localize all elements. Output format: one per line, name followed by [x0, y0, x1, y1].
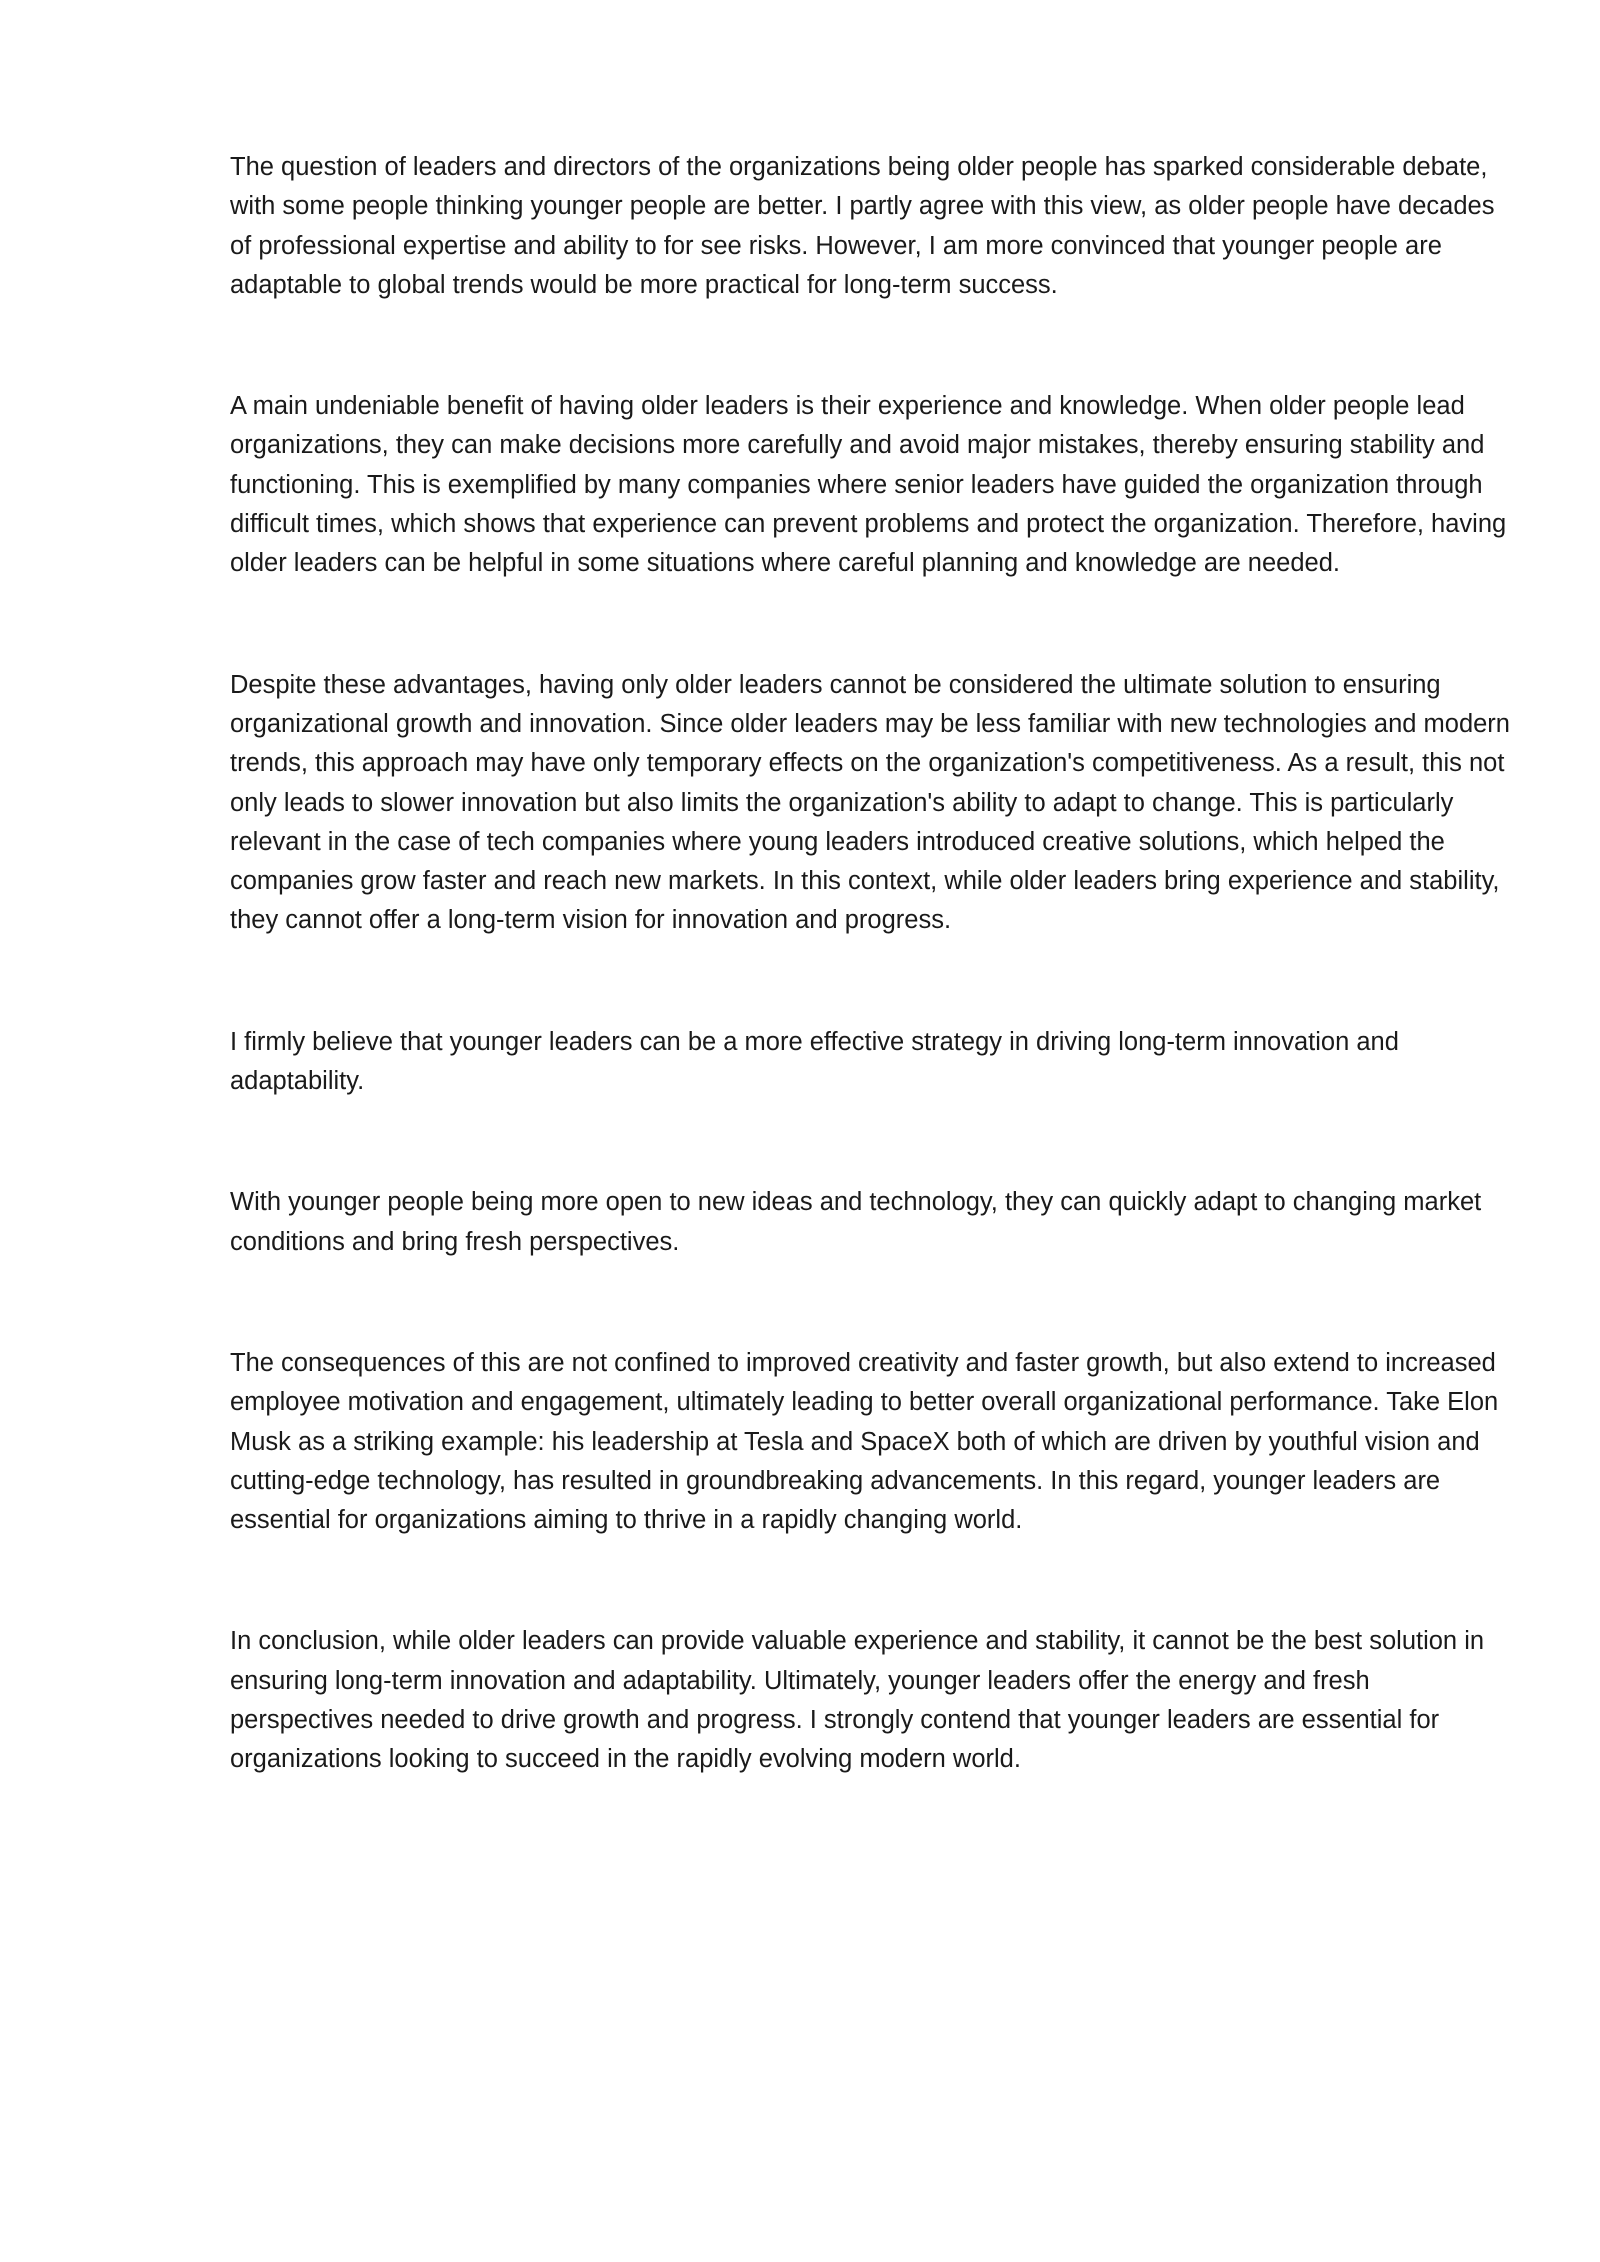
paragraph-introduction: The question of leaders and directors of the organizations being older people has sparked considerable debate, with some people thinking younger people are better. I partly agree with this view, as older people have decades of professional expertise and ability to for see risks. However, I am more convinced that younger people are adaptable to global trends would be more practical for long-term success. [230, 153, 1495, 299]
paragraph-consequences-example: The consequences of this are not confined to improved creativity and faster growth, but also extend to increased employee motivation and engagement, ultimately leading to better overall organizational performance. Take Elon Musk as a striking example: his leadership at Tesla and SpaceX both of which are driven by youthful vision and cutting-edge technology, has resulted in groundbreaking advancements. In this regard, younger leaders are essential for organizations aiming to thrive in a rapidly changing world. [230, 1348, 1499, 1535]
paragraph-older-leaders-benefit: A main undeniable benefit of having older leaders is their experience and knowledge. When older people lead organizations, they can make decisions more carefully and avoid major mistakes, thereby ensuring stability and functioning. This is exemplified by many companies where senior leaders have guided the organization through difficult times, which shows that experience can prevent problems and protect the organization. Therefore, having older leaders can be helpful in some situations where careful planning and knowledge are needed. [230, 392, 1507, 578]
paragraph-conclusion: In conclusion, while older leaders can provide valuable experience and stability, it cannot be the best solution in ensuring long-term innovation and adaptability. Ultimately, younger leaders offer the energy and fresh perspectives needed to drive growth and progress. I strongly contend that younger leaders are essential for organizations looking to succeed in the rapidly evolving modern world. [230, 1627, 1485, 1774]
paragraph-younger-adaptability: With younger people being more open to new ideas and technology, they can quickly adapt to changing market conditions and bring fresh perspectives. [230, 1188, 1482, 1256]
essay-body [230, 148, 1510, 1780]
paragraph-opinion: I firmly believe that younger leaders can be a more effective strategy in driving long-term innovation and adaptability. [230, 1027, 1399, 1096]
paragraph-older-leaders-limitations: Despite these advantages, having only older leaders cannot be considered the ultimate solution to ensuring organizational growth and innovation. Since older leaders may be less familiar with new technologies and modern trends, this approach may have only temporary effects on the organization's competitiveness. As a result, this not only leads to slower innovation but also limits the organization's ability to adapt to change. This is particularly relevant in the case of tech companies where young leaders introduced creative solutions, which helped the companies grow faster and reach new markets. In this context, while older leaders bring experience and stability, they cannot offer a long-term vision for innovation and progress. [230, 670, 1510, 935]
